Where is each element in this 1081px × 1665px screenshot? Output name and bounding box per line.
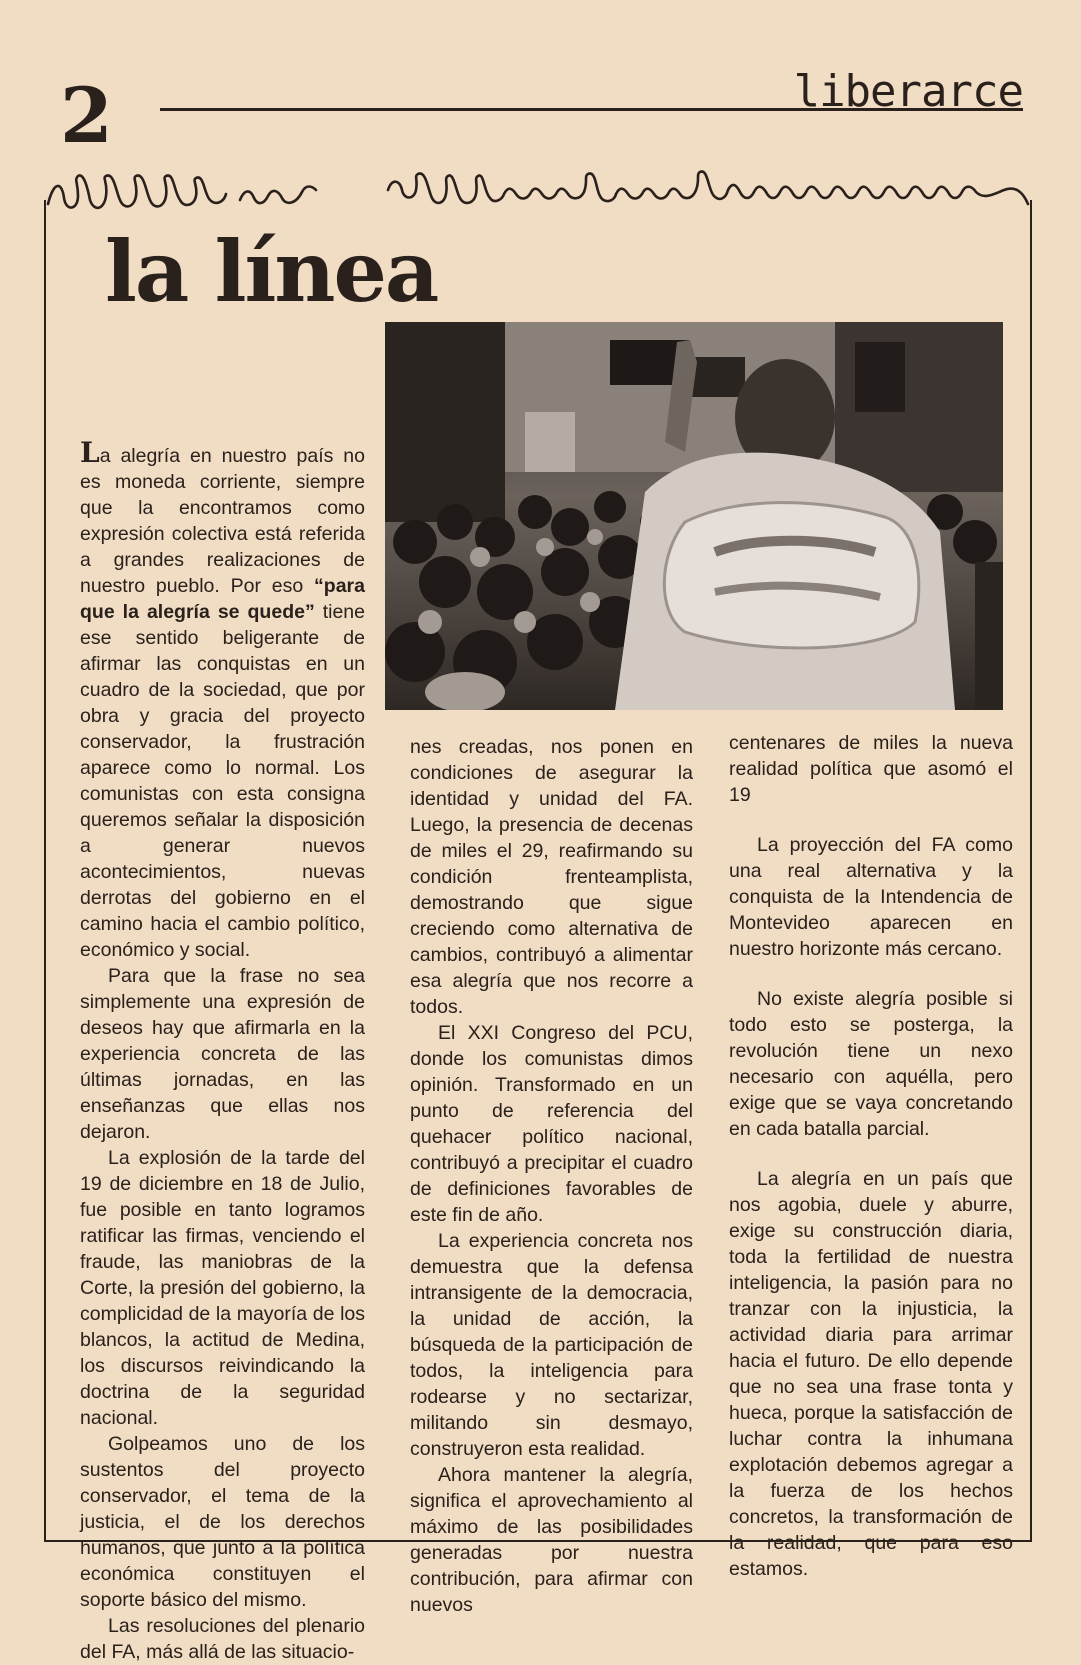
article-column-3 bbox=[729, 730, 1013, 1582]
paragraph: No existe alegría posible si todo esto se posterga, la revolución tiene un nexo necesario con aquélla, pero exige que se vaya concretando en cada batalla parcial. bbox=[729, 988, 1013, 1140]
section-name: liberarce bbox=[793, 66, 1023, 117]
paragraph bbox=[80, 436, 365, 963]
paragraph: La explosión de la tarde del 19 de diciembre en 18 de Julio, fue posible en tanto logramos ratificar las firmas, venciendo el fraude, las maniobras de la Corte, la presión del gobierno, la complicidad de la mayoría de los blancos, la actitud de Medina, los discursos reivindicando la doctrina de la seguridad nacional. bbox=[80, 1147, 365, 1429]
article-column-1 bbox=[80, 436, 365, 1665]
scribble-ornament-left bbox=[44, 160, 324, 220]
frame-right-border bbox=[1030, 200, 1032, 1542]
headline: la línea bbox=[105, 222, 438, 321]
paragraph-text: a alegría en nuestro país no es moneda corriente, siempre que la encontramos como expresión colectiva está referida a grandes realizaciones de nuestro pueblo. Por eso bbox=[80, 445, 365, 597]
paragraph: Para que la frase no sea simplemente una expresión de deseos hay que afirmarla en la experiencia concreta de las últimas jornadas, en las enseñanzas que ellas nos dejaron. bbox=[80, 965, 365, 1143]
paragraph: Las resoluciones del plenario del FA, más allá de las situacio- bbox=[80, 1615, 365, 1663]
paragraph: La alegría en un país que nos agobia, duele y aburre, exige su construcción diaria, toda la fertilidad de nuestra inteligencia, la pasión para no tranzar con la injusticia, la actividad diaria para arrimar hacia el futuro. De ello depende que no sea una frase tonta y hueca, porque la satisfacción de luchar contra la inhumana explotación debemos agregar a la fuerza de los hechos concretos, la transformación de la realidad, que para eso estamos. bbox=[729, 1168, 1013, 1580]
bold-quote: “para que la alegría se quede” bbox=[80, 575, 365, 623]
page-number: 2 bbox=[60, 71, 113, 160]
paragraph: Ahora mantener la alegría, significa el aprovechamiento al máximo de las posibilidades generadas por nuestra contribución, para afirmar con nuevos bbox=[410, 1464, 693, 1616]
paragraph: El XXI Congreso del PCU, donde los comunistas dimos opinión. Transformado en un punto de referencia del quehacer político nacional, contribuyó a precipitar el cuadro de definiciones favorables de este fin de año. bbox=[410, 1022, 693, 1226]
paragraph: Golpeamos uno de los sustentos del proyecto conservador, el tema de la justicia, el de los derechos humanos, que junto a la política económica constituyen el soporte básico del mismo. bbox=[80, 1433, 365, 1611]
frame-left-border bbox=[44, 200, 46, 1542]
paragraph: La proyección del FA como una real alternativa y la conquista de la Intendencia de Montevideo aparecen en nuestro horizonte más cercano. bbox=[729, 834, 1013, 960]
scribble-ornament-right bbox=[384, 160, 1032, 220]
paragraph: nes creadas, nos ponen en condiciones de asegurar la identidad y unidad del FA. Luego, la presencia de decenas de miles el 29, reafirmando su condición frenteamplista, demostrando que sigue creciendo como alternativa de cambios, contribuyó a alimentar esa alegría que nos recorre a todos. bbox=[410, 736, 693, 1018]
paragraph-text: tiene ese sentido beligerante de afirmar las conquistas en un cuadro de la sociedad, que por obra y gracia del proyecto conservador, la frustración aparece como lo normal. Los comunistas con esta consigna queremos señalar la disposición a generar nuevos acontecimientos, nuevas derrotas del gobierno en el camino hacia el cambio político, económico y social. bbox=[80, 601, 365, 961]
drop-cap: L bbox=[80, 436, 100, 469]
paragraph: centenares de miles la nueva realidad política que asomó el 19 bbox=[729, 732, 1013, 806]
paragraph: La experiencia concreta nos demuestra que la defensa intransigente de la democracia, la unidad de acción, la búsqueda de la participación de todos, la inteligencia para rodearse y no sectarizar, militando sin desmayo, construyeron esta realidad. bbox=[410, 1230, 693, 1460]
article-column-2 bbox=[410, 734, 693, 1618]
crowd-photo bbox=[385, 322, 1003, 710]
